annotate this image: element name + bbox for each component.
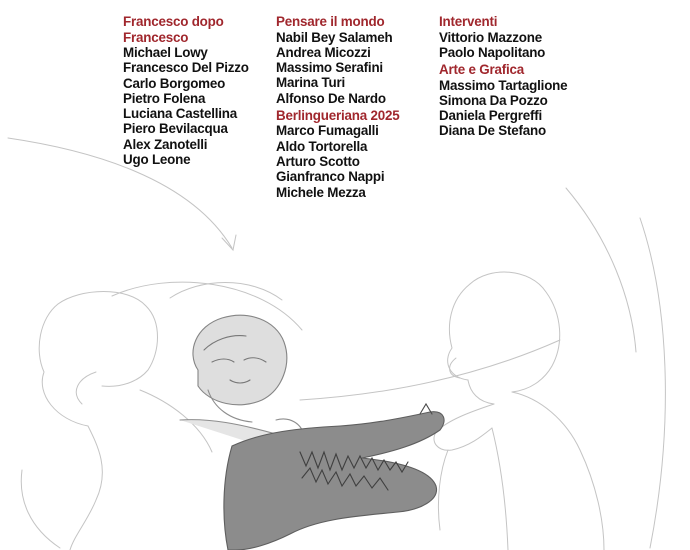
contributor-name: Massimo Tartaglione <box>439 77 568 93</box>
contributor-name: Nabil Bey Salameh <box>276 29 393 45</box>
column-1 <box>123 14 273 167</box>
contributor-name: Francesco Del Pizzo <box>123 60 249 76</box>
contributor-name: Carlo Borgomeo <box>123 75 226 91</box>
column-2 <box>276 14 441 200</box>
contributor-name: Daniela Pergreffi <box>439 108 543 124</box>
section-title: Pensare il mondo <box>276 14 385 29</box>
contributor-name: Piero Bevilacqua <box>123 121 228 137</box>
contributor-name: Massimo Serafini <box>276 60 383 76</box>
contributor-name: Pietro Folena <box>123 90 206 106</box>
section-berlingueriana-2025 <box>276 108 441 200</box>
section-title: Berlingueriana 2025 <box>276 107 400 123</box>
contributor-name: Marco Fumagalli <box>276 123 379 139</box>
section-interventi <box>439 14 609 60</box>
contributor-name: Simona Da Pozzo <box>439 92 548 108</box>
contributor-name: Michele Mezza <box>276 184 366 200</box>
column-3 <box>439 14 609 139</box>
contributor-name: Paolo Napolitano <box>439 44 546 60</box>
contributor-name: Aldo Tortorella <box>276 138 368 154</box>
section-title: Francesco dopo Francesco <box>123 14 224 45</box>
section-arte-e-grafica <box>439 62 609 139</box>
section-title: Interventi <box>439 14 498 29</box>
contributor-name: Vittorio Mazzone <box>439 29 542 45</box>
section-title: Arte e Grafica <box>439 62 525 78</box>
contributor-name: Alfonso De Nardo <box>276 90 386 106</box>
contributor-name: Alex Zanotelli <box>123 136 208 152</box>
contributor-name: Marina Turi <box>276 75 345 91</box>
contributor-name: Andrea Micozzi <box>276 44 371 60</box>
section-pensare-il-mondo <box>276 14 441 106</box>
contributor-name: Diana De Stefano <box>439 123 546 139</box>
contributor-name: Ugo Leone <box>123 152 191 168</box>
contributor-name: Gianfranco Nappi <box>276 169 385 185</box>
section-francesco-dopo-francesco <box>123 14 273 167</box>
contributor-name: Michael Lowy <box>123 45 208 60</box>
contributor-name: Arturo Scotto <box>276 154 360 170</box>
contributor-name: Luciana Castellina <box>123 106 237 122</box>
